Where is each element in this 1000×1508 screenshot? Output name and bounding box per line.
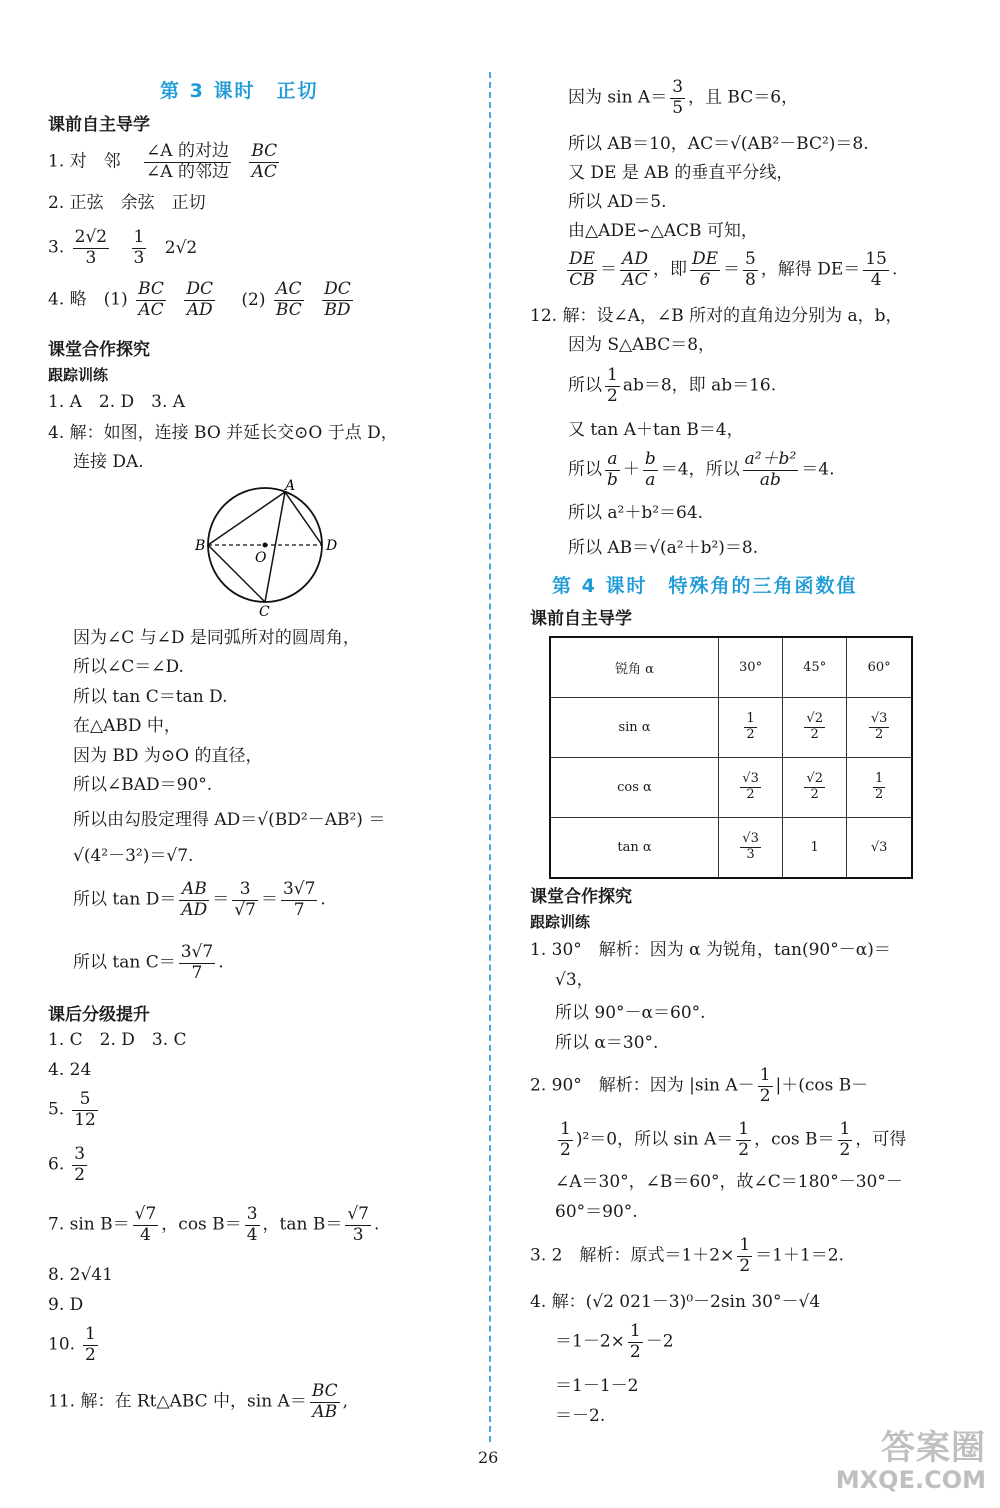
p2-line-1: 2. 90° 解析：因为 |sin A－ $\frac{1}{2}$ |＋(cos B－	[530, 1065, 869, 1106]
trig-values-table	[549, 636, 913, 879]
subsection-tracking-2: 跟踪训练	[530, 913, 591, 931]
table-cell: $\frac{√3}{2}$	[719, 758, 783, 818]
page-number: 26	[478, 1448, 499, 1467]
p4-line-1: 4. 解：(√2 021－3)⁰－2sin 30°－√4	[530, 1292, 821, 1312]
r-line-8: 因为 S△ABC＝8，	[568, 335, 716, 355]
p1-line-3: 所以 90°－α＝60°.	[555, 1003, 706, 1023]
section-in-class-2: 课堂合作探究	[530, 887, 632, 907]
p1-line-4: 所以 α＝30°.	[555, 1033, 659, 1053]
answer-2: 2. 正弦 余弦 正切	[48, 193, 206, 213]
label-o: O	[255, 550, 267, 566]
circle-figure	[193, 478, 343, 618]
p2-line-4: 60°＝90°.	[555, 1202, 638, 1222]
table-row-tan	[550, 818, 912, 879]
label-a: A	[285, 478, 296, 494]
table-cell: 45°	[783, 637, 847, 698]
p4-line-4: ＝－2.	[555, 1406, 606, 1426]
solution-line-4: 在△ABD 中，	[73, 716, 181, 736]
solution-line-2: 所以∠C＝∠D.	[73, 657, 184, 677]
r-line-5: 由△ADE∽△ACB 可知，	[568, 221, 758, 241]
table-cell: $\frac{√3}{3}$	[719, 818, 783, 879]
after-5: 5. $\frac{5}{12}$	[48, 1089, 96, 1130]
after-1-3: 1. C 2. D 3. C	[48, 1030, 187, 1050]
r-line-3: 又 DE 是 AB 的垂直平分线，	[568, 163, 794, 183]
table-cell: $\frac{√3}{2}$	[847, 698, 912, 758]
solution-line-10: 所以 tan C＝ $\frac{3√7}{7}$ .	[73, 942, 224, 983]
r-line-4: 所以 AD＝5.	[568, 192, 667, 212]
label-c: C	[259, 604, 270, 618]
label-b: B	[195, 538, 206, 554]
solution-line-3: 所以 tan C＝tan D.	[73, 687, 228, 707]
answer-4: 4. 略 (1) $\frac{BC}{AC}$ $\frac{DC}{AD}$ (2) $\frac{AC}{BC}$ $\frac{DC}{BD}$	[48, 279, 351, 320]
watermark-url: MXQE.COM	[835, 1466, 986, 1494]
after-10: 10. $\frac{1}{2}$	[48, 1324, 96, 1365]
r-line-10: 又 tan A＋tan B＝4，	[568, 420, 744, 440]
table-cell: $\frac{√2}{2}$	[783, 758, 847, 818]
r-line-13: 所以 AB＝√(a²＋b²)＝8.	[568, 538, 759, 558]
table-cell: $\frac{1}{2}$	[719, 698, 783, 758]
after-4: 4. 24	[48, 1060, 92, 1080]
after-9: 9. D	[48, 1295, 84, 1315]
section-in-class: 课堂合作探究	[48, 340, 150, 360]
table-cell: 1	[783, 818, 847, 879]
r-line-1: 因为 sin A＝ $\frac{3}{5}$ ，且 BC＝6，	[568, 77, 799, 118]
solution-line-7: 所以由勾股定理得 AD＝√(BD²－AB²) ＝	[73, 810, 386, 830]
section-pre-class-2: 课前自主导学	[530, 609, 632, 629]
table-cell: cos α	[550, 758, 719, 818]
watermark-logo: 答案圈	[881, 1428, 986, 1468]
r-line-9: 所以 $\frac{1}{2}$ ab＝8，即 ab＝16.	[568, 365, 777, 406]
lesson-3-title: 第 3 课时 正切	[160, 80, 319, 102]
r-line-11: 所以 $\frac{a}{b}$ ＋ $\frac{b}{a}$ ＝4，所以 $\frac{\text{a²＋b²}}{ab}$ ＝4.	[568, 449, 835, 490]
table-cell: 锐角 α	[550, 637, 719, 698]
center-o	[263, 543, 268, 548]
solution-line-8: √(4²－3²)＝√7.	[73, 846, 194, 866]
r-line-7: 12. 解：设∠A，∠B 所对的直角边分别为 a，b，	[530, 306, 903, 326]
table-cell: tan α	[550, 818, 719, 879]
table-cell: √3	[847, 818, 912, 879]
after-6: 6. $\frac{3}{2}$	[48, 1144, 86, 1185]
tracking-1-3: 1. A 2. D 3. A	[48, 392, 186, 412]
table-cell: 30°	[719, 637, 783, 698]
label-d: D	[326, 538, 338, 554]
subsection-tracking: 跟踪训练	[48, 366, 109, 384]
tracking-4-line1: 4. 解：如图，连接 BO 并延长交⊙O 于点 D，	[48, 423, 398, 443]
table-row-sin	[550, 698, 912, 758]
answer-1: 1. 对 邻 $\frac{\text{∠A 的对边}}{\text{∠A 的邻边}}$ $\frac{BC}{AC}$	[48, 141, 278, 182]
table-cell: 60°	[847, 637, 912, 698]
answer-3: 3. $\frac{2√2}{3}$ $\frac{1}{3}$ 2√2	[48, 227, 198, 268]
solution-line-5: 因为 BD 为⊙O 的直径，	[73, 746, 263, 766]
table-cell: $\frac{√2}{2}$	[783, 698, 847, 758]
solution-line-6: 所以∠BAD＝90°.	[73, 775, 213, 795]
table-cell: sin α	[550, 698, 719, 758]
after-7: 7. sin B＝ $\frac{√7}{4}$ ，cos B＝ $\frac{3}{4}$ ，tan B＝ $\frac{√7}{3}$ .	[48, 1204, 380, 1245]
solution-line-9: 所以 tan D＝ $\frac{AB}{AD}$ ＝ $\frac{3}{√7}$ ＝ $\frac{3√7}{7}$ .	[73, 879, 326, 920]
p4-line-3: ＝1－1－2	[555, 1376, 639, 1396]
column-divider	[489, 72, 491, 1442]
p1-line-1: 1. 30° 解析：因为 α 为锐角，tan(90°－α)＝	[530, 940, 891, 960]
table-cell: $\frac{1}{2}$	[847, 758, 912, 818]
p2-line-2: $\frac{1}{2}$ )²＝0，所以 sin A＝ $\frac{1}{2}$ ，cos B＝ $\frac{1}{2}$ ，可得	[560, 1119, 907, 1160]
after-8: 8. 2√41	[48, 1265, 113, 1285]
section-after-class: 课后分级提升	[48, 1005, 150, 1025]
r-line-2: 所以 AB＝10，AC＝√(AB²－BC²)＝8.	[568, 134, 869, 154]
section-pre-class: 课前自主导学	[48, 115, 150, 135]
table-row-cos	[550, 758, 912, 818]
lesson-4-title: 第 4 课时 特殊角的三角函数值	[552, 575, 858, 597]
p4-line-2: ＝1－2× $\frac{1}{2}$ －2	[555, 1321, 674, 1362]
r-line-12: 所以 a²＋b²＝64.	[568, 503, 704, 523]
chord-ba	[208, 492, 285, 545]
tracking-4-line2: 连接 DA.	[73, 452, 144, 472]
table-header-row	[550, 637, 912, 698]
solution-line-1: 因为∠C 与∠D 是同弧所对的圆周角，	[73, 628, 360, 648]
p1-line-2: √3，	[555, 970, 594, 990]
after-11: 11. 解：在 Rt△ABC 中，sin A＝ $\frac{BC}{AB}$ ,	[48, 1381, 349, 1422]
r-line-6: $\frac{DE}{CB}$ ＝ $\frac{AD}{AC}$ ，即 $\frac{DE}{6}$ ＝ $\frac{5}{8}$ ，解得 DE＝ $\frac{15}{4}$ .	[569, 249, 898, 290]
p3-line: 3. 2 解析：原式＝1＋2× $\frac{1}{2}$ ＝1＋1＝2.	[530, 1235, 845, 1276]
p2-line-3: ∠A＝30°，∠B＝60°，故∠C＝180°－30°－	[555, 1172, 903, 1192]
chord-ac	[265, 492, 285, 602]
